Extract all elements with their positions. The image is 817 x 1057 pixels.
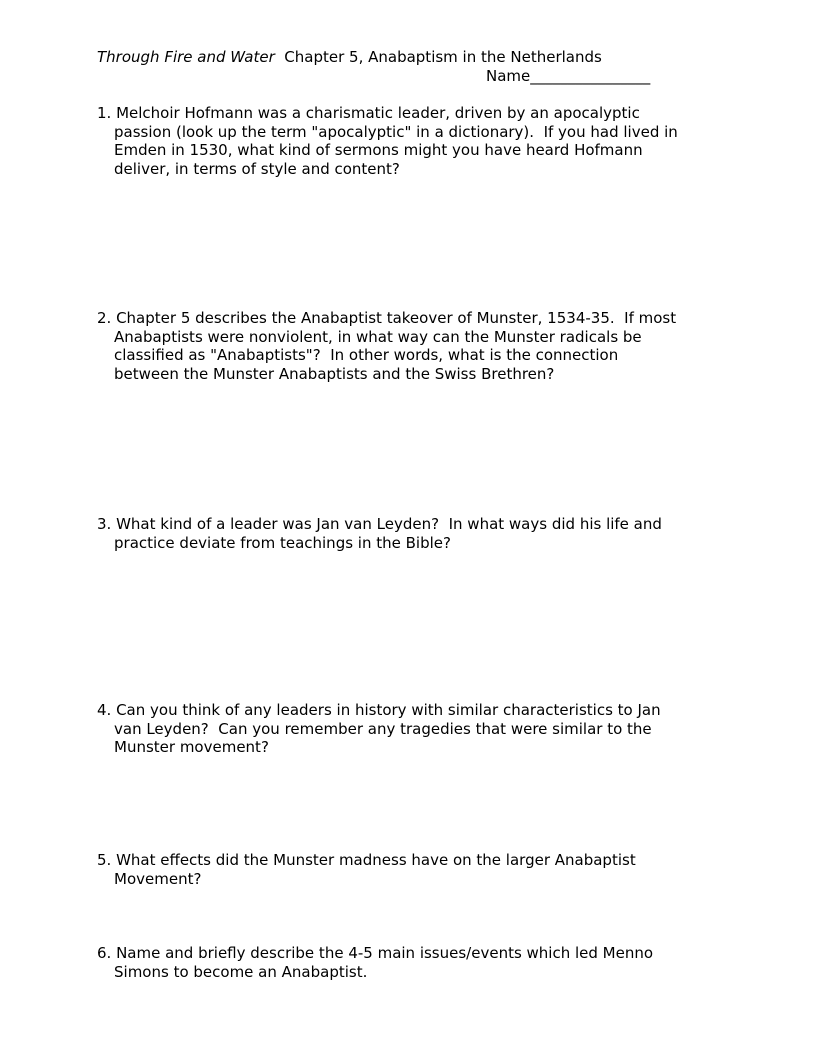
question-line: 3. What kind of a leader was Jan van Leyden? In what ways did his life and [97,515,662,533]
question-3 [97,515,737,552]
name-field: Name________________ [486,67,651,85]
question-line: 4. Can you think of any leaders in history with similar characteristics to Jan [97,701,661,719]
question-line: Movement? [114,869,202,888]
question-line: between the Munster Anabaptists and the Swiss Brethren? [114,365,555,384]
question-2 [97,309,737,384]
question-4 [97,701,737,757]
question-1 [97,104,737,179]
question-line: Emden in 1530, what kind of sermons might you have heard Hofmann [114,141,643,160]
question-5 [97,851,737,888]
question-line: 1. Melchoir Hofmann was a charismatic leader, driven by an apocalyptic [97,104,640,122]
question-line: 5. What effects did the Munster madness have on the larger Anabaptist [97,851,636,869]
worksheet-title [97,48,602,67]
book-title: Through Fire and Water [97,48,275,66]
question-line: Simons to become an Anabaptist. [114,962,368,981]
question-line: passion (look up the term "apocalyptic" in a dictionary). If you had lived in [114,122,678,141]
question-line: Anabaptists were nonviolent, in what way can the Munster radicals be [114,327,642,346]
question-line: 6. Name and briefly describe the 4-5 main issues/events which led Menno [97,944,654,962]
question-line: van Leyden? Can you remember any tragedies that were similar to the [114,719,652,738]
chapter-title: Chapter 5, Anabaptism in the Netherlands [284,48,602,66]
question-line: Munster movement? [114,738,269,757]
question-line: practice deviate from teachings in the Bible? [114,533,451,552]
question-6 [97,944,737,981]
question-line: 2. Chapter 5 describes the Anabaptist takeover of Munster, 1534-35. If most [97,309,677,327]
question-line: classified as "Anabaptists"? In other words, what is the connection [114,346,619,365]
question-line: deliver, in terms of style and content? [114,160,400,179]
